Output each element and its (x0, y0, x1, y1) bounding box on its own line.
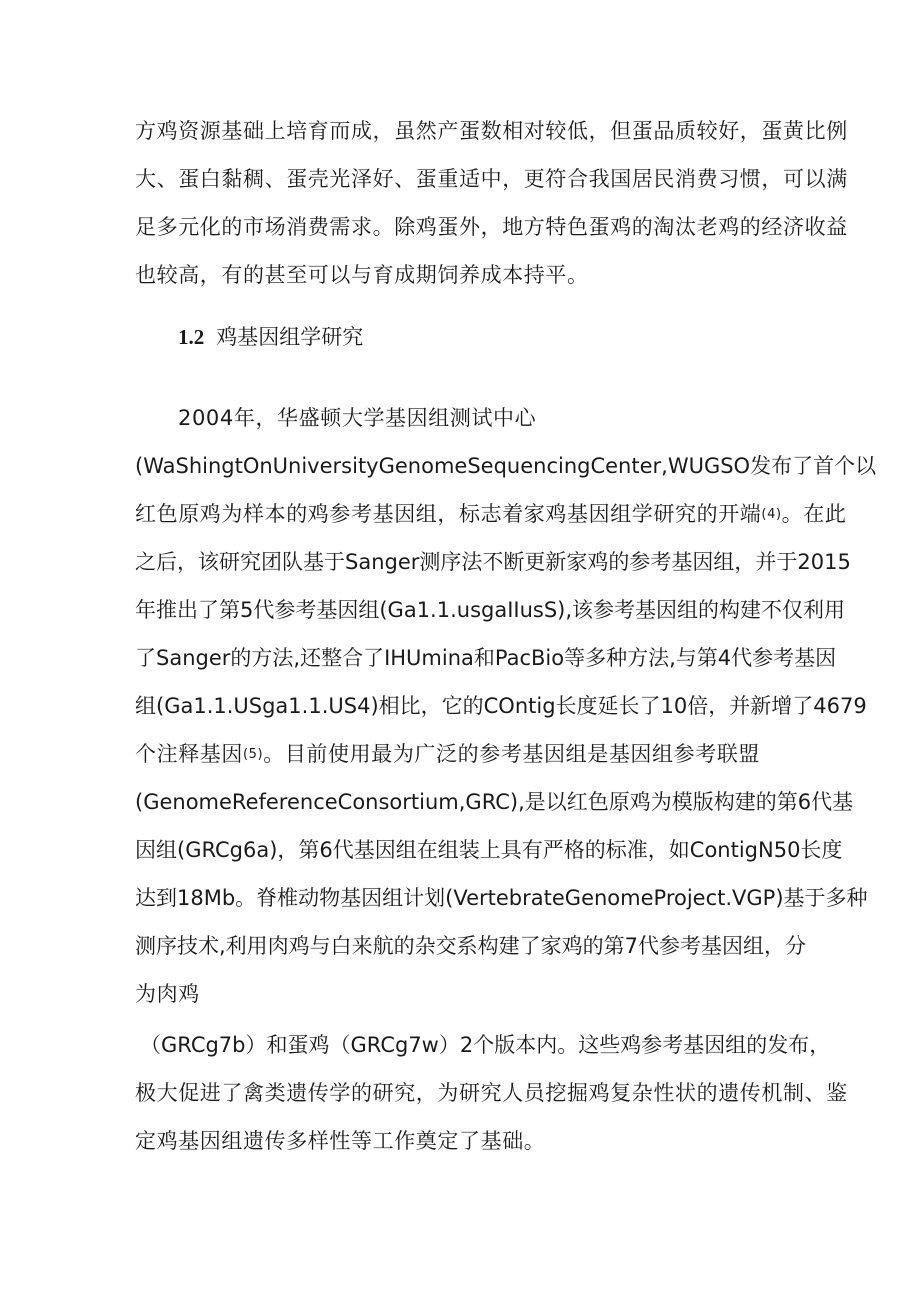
paragraph-line: 年推出了第5代参考基因组(Ga1.1.usgaIIusS),该参考基因组的构建不仅利用 (135, 598, 846, 622)
paragraph-line: 之后，该研究团队基于Sanger测序法不断更新家鸡的参考基因组，并于2015 (135, 550, 851, 574)
paragraph-line: 2004年，华盛顿大学基因组测试中心 (178, 406, 537, 430)
paragraph-line: 也较高，有的甚至可以与育成期饲养成本持平。 (135, 263, 589, 287)
paragraph-line: 极大促进了禽类遗传学的研究，为研究人员挖掘鸡复杂性状的遗传机制、鉴 (135, 1081, 848, 1105)
paragraph-line: 红色原鸡为样本的鸡参考基因组，标志着家鸡基因组学研究的开端$^{(4)}$。在此 (135, 502, 847, 526)
paragraph-line: 定鸡基因组遗传多样性等工作奠定了基础。 (135, 1129, 546, 1153)
paragraph-line: 方鸡资源基础上培育而成，虽然产蛋数相对较低，但蛋品质较好，蛋黄比例 (135, 119, 848, 143)
citation-ref: (4) (761, 507, 782, 522)
paragraph-line: 测序技术,利用肉鸡与白来航的杂交系构建了家鸡的第7代参考基因组，分 (135, 934, 807, 958)
paragraph-line: 个注释基因$^{(5)}$。目前使用最为广泛的参考基因组是基因组参考联盟 (135, 742, 761, 766)
paragraph-line: 组(Ga1.1.USga1.1.US4)相比，它的COntig长度延长了10倍，并新增了4679 (135, 694, 867, 718)
paragraph-line: (WaShingtOnUniversityGenomeSequencingCenter,WUGSO发布了首个以 (135, 454, 877, 478)
paragraph-line: 为肉鸡 (135, 982, 200, 1006)
paragraph-line: 因组(GRCg6a)，第6代基因组在组装上具有严格的标准，如ContigN50长度 (135, 838, 843, 862)
paragraph-line: (GenomeReferenceConsortium,GRC),是以红色原鸡为模版构建的第6代基 (135, 790, 854, 814)
section-title: 鸡基因组学研究 (216, 325, 364, 349)
paragraph-line: 了Sanger的方法,还整合了IHUmina和PacBio等多种方法,与第4代参考基因 (135, 646, 837, 670)
paragraph-line: 达到18Mb。脊椎动物基因组计划(VertebrateGenomeProject.VGP)基于多种 (135, 886, 868, 910)
paragraph-line: 大、蛋白黏稠、蛋壳光泽好、蛋重适中，更符合我国居民消费习惯，可以满 (135, 167, 848, 191)
citation-ref: (5) (243, 747, 264, 762)
section-number: 1.2 (178, 325, 205, 349)
paragraph-line: （GRCg7b）和蛋鸡（GRCg7w）2个版本内。这些鸡参考基因组的发布， (140, 1033, 831, 1057)
paragraph-line: 足多元化的市场消费需求。除鸡蛋外，地方特色蛋鸡的淘汰老鸡的经济收益 (135, 215, 848, 239)
section-heading (178, 322, 363, 352)
